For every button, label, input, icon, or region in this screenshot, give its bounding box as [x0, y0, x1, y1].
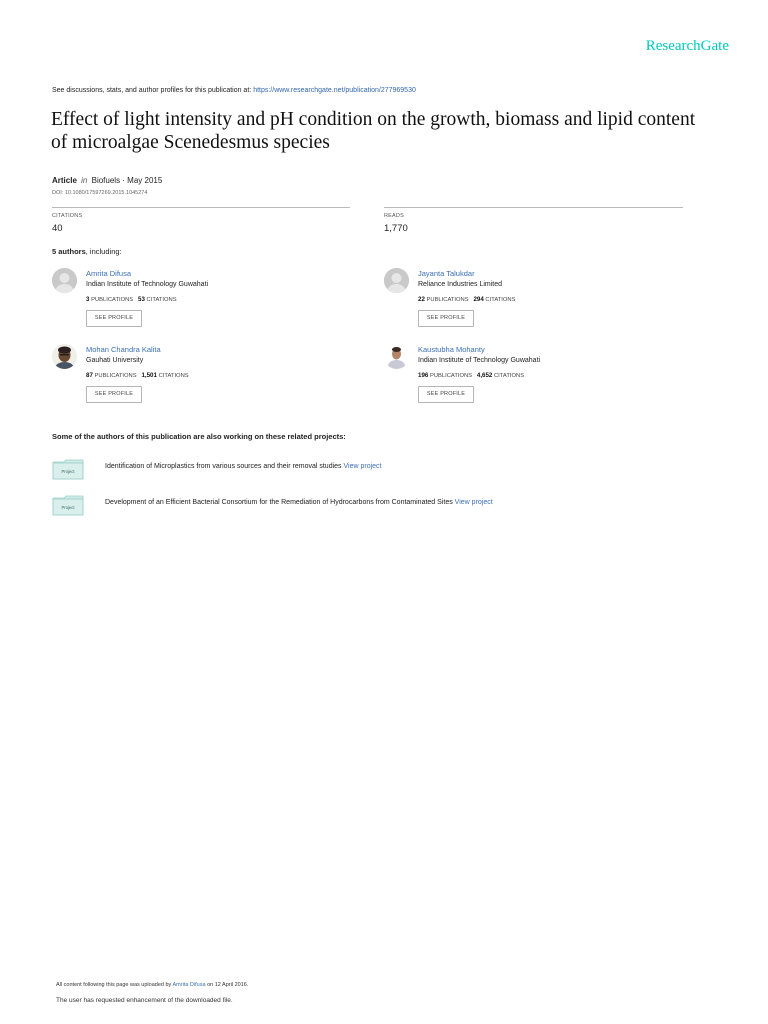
author-publications-label: PUBLICATIONS — [426, 297, 469, 303]
upload-note-prefix: All content following this page was uploaded by — [56, 982, 172, 988]
author-publications-count: 3 — [86, 296, 90, 303]
citations-value: 40 — [52, 223, 63, 234]
journal-date: Biofuels · May 2015 — [91, 176, 163, 185]
author-citations-count: 53 — [138, 296, 145, 303]
project-row — [52, 456, 692, 482]
publication-type: Article — [52, 176, 77, 185]
authors-heading — [52, 247, 122, 256]
upload-note — [56, 982, 248, 988]
discussion-notice-text: See discussions, stats, and author profiles for this publication at: — [52, 87, 252, 94]
project-description — [105, 499, 493, 506]
author-citations-count: 1,501 — [141, 372, 157, 379]
author-citations-label: CITATIONS — [485, 297, 516, 303]
project-icon-label: Project — [61, 505, 75, 510]
author-citations-label: CITATIONS — [146, 297, 177, 303]
author-name-link[interactable]: Kaustubha Mohanty — [418, 345, 485, 354]
author-institution: Gauhati University — [86, 357, 144, 364]
uploader-link[interactable]: Amrita Difusa — [172, 982, 206, 988]
author-institution: Reliance Industries Limited — [418, 281, 503, 288]
author-citations-count: 4,652 — [476, 372, 493, 379]
project-description — [105, 463, 382, 470]
doi: DOI: 10.1080/17597269.2015.1045274 — [52, 190, 148, 196]
authors-heading-suffix: , including: — [85, 247, 122, 256]
default-avatar-icon[interactable] — [52, 268, 77, 293]
publication-meta — [52, 176, 162, 185]
author-institution: Indian Institute of Technology Guwahati — [418, 357, 541, 364]
see-profile-button[interactable]: SEE PROFILE — [418, 386, 474, 403]
project-row — [52, 492, 692, 518]
default-avatar-icon[interactable] — [384, 268, 409, 293]
publication-title: Effect of light intensity and pH condition on the growth, biomass and lipid content of microalgae Scenedesmus species — [51, 109, 696, 153]
author-card — [384, 268, 684, 338]
author-citations-label: CITATIONS — [158, 373, 189, 379]
author-card — [52, 268, 352, 338]
author-stats — [418, 372, 524, 379]
enhancement-note: The user has requested enhancement of the downloaded file. — [56, 997, 233, 1004]
author-card — [384, 344, 684, 414]
author-name-link[interactable]: Amrita Difusa — [86, 269, 132, 278]
author-stats — [418, 296, 515, 303]
upload-note-suffix: on 12 April 2016. — [207, 982, 249, 988]
author-stats — [86, 296, 177, 303]
see-profile-button[interactable]: SEE PROFILE — [86, 310, 142, 327]
project-icon-label: Project — [61, 469, 75, 474]
author-publications-count: 196 — [418, 372, 429, 379]
author-name-link[interactable]: Jayanta Talukdar — [418, 269, 475, 278]
view-project-link[interactable]: View project — [343, 463, 382, 470]
author-publications-label: PUBLICATIONS — [429, 373, 473, 379]
discussion-notice — [52, 87, 416, 94]
project-folder-icon — [52, 458, 84, 478]
author-photo-avatar[interactable] — [384, 344, 409, 369]
reads-value: 1,770 — [384, 223, 408, 234]
author-citations-count: 294 — [473, 296, 484, 303]
researchgate-logo[interactable]: ResearchGate — [645, 38, 729, 54]
related-projects-heading: Some of the authors of this publication are also working on these related projects: — [52, 432, 346, 441]
author-citations-label: CITATIONS — [494, 373, 525, 379]
reads-label: READS — [384, 213, 404, 219]
citations-divider — [52, 207, 350, 208]
project-title: Identification of Microplastics from various sources and their removal studies — [105, 463, 342, 470]
project-folder-icon — [52, 494, 84, 514]
author-institution: Indian Institute of Technology Guwahati — [86, 281, 209, 288]
project-title: Development of an Efficient Bacterial Consortium for the Remediation of Hydrocarbons from Contaminated Sites — [105, 499, 453, 506]
author-publications-label: PUBLICATIONS — [91, 297, 134, 303]
author-photo-avatar[interactable] — [52, 344, 77, 369]
author-name-link[interactable]: Mohan Chandra Kalita — [86, 345, 161, 354]
author-card — [52, 344, 352, 414]
reads-divider — [384, 207, 683, 208]
author-stats — [86, 372, 189, 379]
author-publications-label: PUBLICATIONS — [94, 373, 137, 379]
see-profile-button[interactable]: SEE PROFILE — [418, 310, 474, 327]
author-publications-count: 22 — [418, 296, 425, 303]
publication-url-link[interactable]: https://www.researchgate.net/publication/277969530 — [253, 87, 416, 94]
view-project-link[interactable]: View project — [454, 499, 493, 506]
author-publications-count: 87 — [86, 372, 93, 379]
see-profile-button[interactable]: SEE PROFILE — [86, 386, 142, 403]
in-word: in — [81, 176, 88, 185]
citations-label: CITATIONS — [52, 213, 83, 219]
authors-count: 5 authors — [52, 247, 86, 256]
